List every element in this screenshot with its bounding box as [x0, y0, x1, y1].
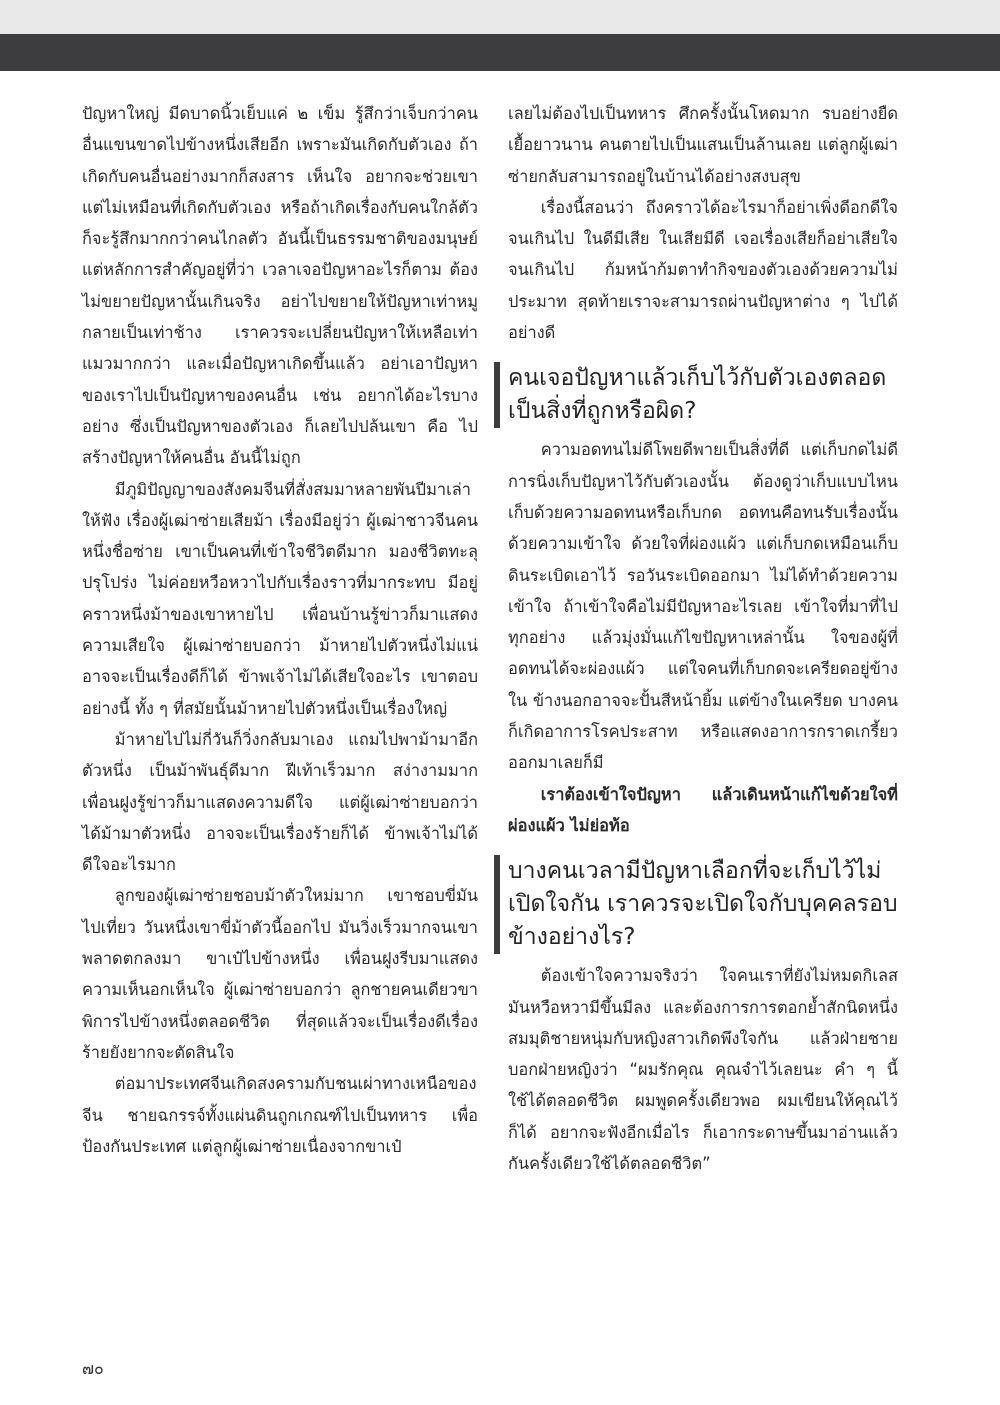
paragraph: ต่อมาประเทศจีนเกิดสงครามกับชนเผ่าทางเหนือของจีน ชายฉกรรจ์ทั้งแผ่นดินถูกเกณฑ์ไปเป็นทหาร เพื่อป้องกันประเทศ แต่ลูกผู้เฒ่าซ่ายเนื่องจากขาเป๋: [82, 1074, 478, 1156]
header-light-strip: [0, 0, 1000, 34]
paragraph: ลูกของผู้เฒ่าซ่ายชอบม้าตัวใหม่มาก เขาชอบขี่มันไปเที่ยว วันหนึ่งเขาขี่ม้าตัวนี้ออกไป มันวิ่งเร็วมากจนเขาพลาดตกลงมา ขาเป๋ไปข้างหนึ่ง เพื่อนฝูงรีบมาแสดงความเห็นอกเห็นใจ ผู้เฒ่าซ่ายบอกว่า ลูกชายคนเดียวขาพิการไปข้างหนึ่งตลอดชีวิต ที่สุดแล้วจะเป็นเรื่องดีเรื่องร้ายยังยากจะตัดสินใจ: [82, 886, 478, 1062]
section-heading-2: [494, 855, 898, 954]
header-bar: [0, 34, 1000, 71]
left-column: [82, 98, 478, 1162]
paragraph: ต้องเข้าใจความจริงว่า ใจคนเราที่ยังไม่หมดกิเลสมันหวือหวามีขึ้นมีลง และต้องการการตอกย้ำสักนิดหนึ่ง สมมุติชายหนุ่มกับหญิงสาวเกิดพึงใจกัน แล้วฝ่ายชายบอกฝ่ายหญิงว่า “ผมรักคุณ คุณจำไว้เลยนะ คำ ๆ นี้ใช้ได้ตลอดชีวิต ผมพูดครั้งเดียวพอ ผมเขียนให้คุณไว้ก็ได้ อยากจะฟังอีกเมื่อไร ก็เอากระดาษขึ้นมาอ่านแล้วกันครั้งเดียวใช้ได้ตลอดชีวิต”: [508, 966, 898, 1174]
paragraph: ความอดทนไม่ดีโพยดีพายเป็นสิ่งที่ดี แต่เก็บกดไม่ดี การนิ่งเก็บปัญหาไว้กับตัวเองนั้น ต้องดูว่าเก็บแบบไหน เก็บด้วยความอดทนหรือเก็บกด อดทนคือทนรับเรื่องนั้นด้วยความเข้าใจ ด้วยใจที่ผ่องแผ้ว แต่เก็บกดเหมือนเก็บดินระเบิดเอาไว้ รอวันระเบิดออกมา ไม่ได้ทำด้วยความเข้าใจ ถ้าเข้าใจคือไม่มีปัญหาอะไรเลย เข้าใจที่มาที่ไปทุกอย่าง แล้วมุ่งมั่นแก้ไขปัญหาเหล่านั้น ใจของผู้ที่อดทนได้จะผ่องแผ้ว แต่ใจคนที่เก็บกดจะเครียดอยู่ข้างใน ข้างนอกอาจจะปั้นสีหน้ายิ้ม แต่ข้างในเครียด บางคนก็เกิดอาการโรคประสาท หรือแสดงอาการกราดเกรี้ยวออกมาเลยก็มี: [508, 440, 898, 773]
right-column: [508, 98, 898, 1179]
emphasis-paragraph: เราต้องเข้าใจปัญหา แล้วเดินหน้าแก้ไขด้วยใจที่ผ่องแผ้ว ไม่ย่อท้อ: [508, 784, 898, 835]
paragraph: มีภูมิปัญญาของสังคมจีนที่สั่งสมมาหลายพันปีมาเล่าให้ฟัง เรื่องผู้เฒ่าซ่ายเสียม้า เรื่องมีอยู่ว่า ผู้เฒ่าชาวจีนคนหนึ่งชื่อซ่าย เขาเป็นคนที่เข้าใจชีวิตดีมาก มองชีวิตทะลุปรุโปร่ง ไม่ค่อยหวือหวาไปกับเรื่องราวที่มากระทบ มีอยู่คราวหนึ่งม้าของเขาหายไป เพื่อนบ้านรู้ข่าวก็มาแสดงความเสียใจ ผู้เฒ่าซ่ายบอกว่า ม้าหายไปตัวหนึ่งไม่แน่อาจจะเป็นเรื่องดีก็ได้ ข้าพเจ้าไม่ได้เสียใจอะไร เขาตอบอย่างนี้ ทั้ง ๆ ที่สมัยนั้นม้าหายไปตัวหนึ่งเป็นเรื่องใหญ่: [82, 479, 478, 718]
paragraph: ม้าหายไปไม่กี่วันก็วิ่งกลับมาเอง แถมไปพาม้ามาอีกตัวหนึ่ง เป็นม้าพันธุ์ดีมาก ฝีเท้าเร็วมาก สง่างามมาก เพื่อนฝูงรู้ข่าวก็มาแสดงความดีใจ แต่ผู้เฒ่าซ่ายบอกว่า ได้ม้ามาตัวหนึ่ง อาจจะเป็นเรื่องร้ายก็ได้ ข้าพเจ้าไม่ได้ดีใจอะไรมาก: [82, 729, 478, 875]
section-heading-1: [494, 362, 898, 428]
page-number: ๗๐: [82, 1359, 104, 1378]
paragraph: เลยไม่ต้องไปเป็นทหาร ศึกครั้งนั้นโหดมาก รบอย่างยืดเยื้อยาวนาน คนตายไปเป็นแสนเป็นล้านเลย แต่ลูกผู้เฒ่าซ่ายกลับสามารถอยู่ในบ้านได้อย่างสงบสุข: [508, 104, 898, 186]
paragraph: เรื่องนี้สอนว่า ถึงคราวได้อะไรมาก็อย่าเพิ่งดีอกดีใจจนเกินไป ในดีมีเสีย ในเสียมีดี เจอเรื่องเสียก็อย่าเสียใจจนเกินไป ก้มหน้าก้มตาทำกิจของตัวเองด้วยความไม่ประมาท สุดท้ายเราจะสามารถผ่านปัญหาต่าง ๆ ไปได้อย่างดี: [508, 197, 898, 343]
heading: คนเจอปัญหาแล้วเก็บไว้กับตัวเองตลอดเป็นสิ่งที่ถูกหรือผิด?: [508, 365, 887, 425]
heading: บางคนเวลามีปัญหาเลือกที่จะเก็บไว้ไม่เปิดใจกัน เราควรจะเปิดใจกับบุคคลรอบข้างอย่างไร?: [508, 858, 898, 951]
paragraph: ปัญหาใหญ่ มีดบาดนิ้วเย็บแค่ ๒ เข็ม รู้สึกว่าเจ็บกว่าคนอื่นแขนขาดไปข้างหนึ่งเสียอีก เพราะมันเกิดกับตัวเอง ถ้าเกิดกับคนอื่นอย่างมากก็สงสาร เห็นใจ อยากจะช่วยเขา แต่ไม่เหมือนที่เกิดกับตัวเอง หรือถ้าเกิดเรื่องกับคนใกล้ตัวก็จะรู้สึกมากกว่าคนไกลตัว อันนี้เป็นธรรมชาติของมนุษย์ แต่หลักการสำคัญอยู่ที่ว่า เวลาเจอปัญหาอะไรก็ตาม ต้องไม่ขยายปัญหานั้นเกินจริง อย่าไปขยายให้ปัญหาเท่าหมูกลายเป็นเท่าช้าง เราควรจะเปลี่ยนปัญหาให้เหลือเท่าแมวมากกว่า และเมื่อปัญหาเกิดขึ้นแล้ว อย่าเอาปัญหาของเราไปเป็นปัญหาของคนอื่น เช่น อยากได้อะไรบางอย่าง ซึ่งเป็นปัญหาของตัวเอง ก็เลยไปปล้นเขา คือ ไปสร้างปัญหาให้คนอื่น อันนี้ไม่ถูก: [82, 104, 478, 468]
